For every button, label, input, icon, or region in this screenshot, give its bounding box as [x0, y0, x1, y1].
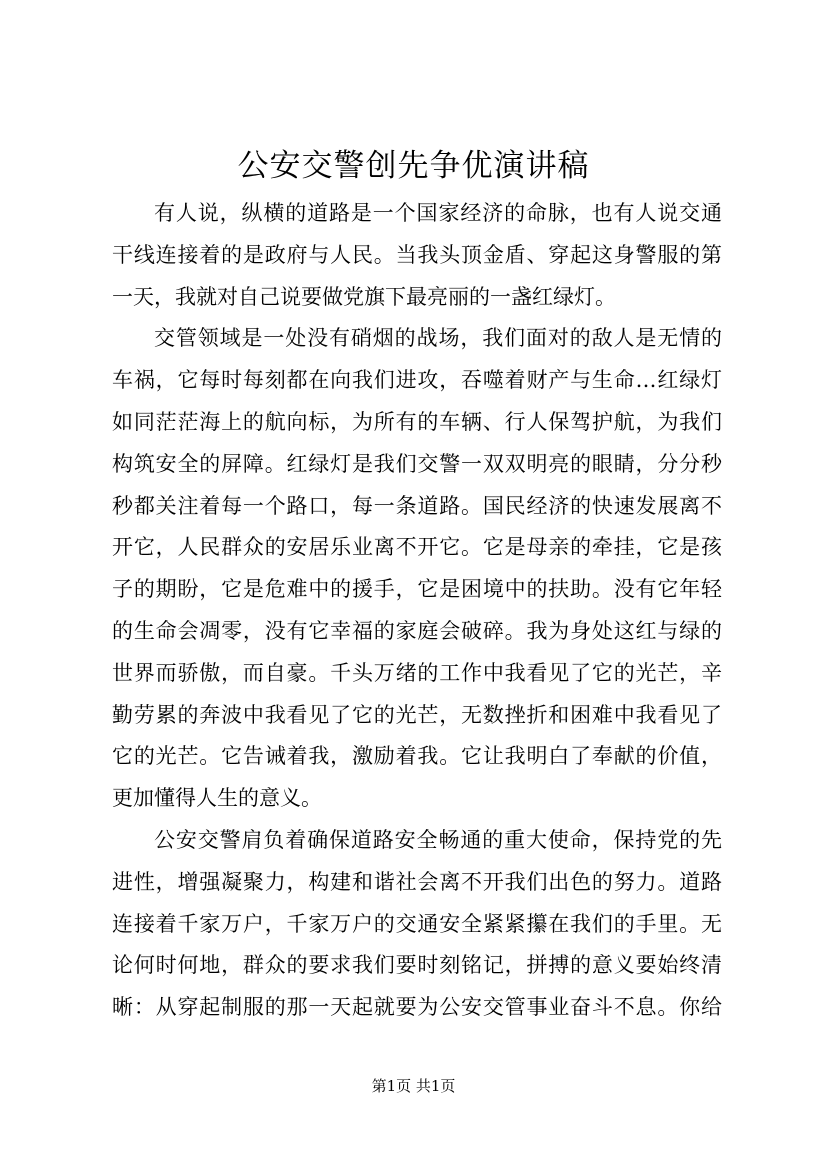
- paragraph-2-line-9: 世界而骄傲，而自豪。千头万绪的工作中我看见了它的光芒，辛: [112, 660, 722, 685]
- paragraph-3-line-3: 连接着千家万户，千家万户的交通安全紧紧攥在我们的手里。无: [112, 911, 722, 936]
- paragraph-2-line-11: 它的光芒。它告诫着我，激励着我。它让我明白了奉献的价值，: [112, 744, 722, 769]
- paragraph-2-line-6: 开它，人民群众的安居乐业离不开它。它是母亲的牵挂，它是孩: [112, 535, 722, 560]
- paragraph-1-line-1: 有人说，纵横的道路是一个国家经济的命脉，也有人说交通: [154, 201, 722, 225]
- paragraph-3-line-5: 晰：从穿起制服的那一天起就要为公安交管事业奋斗不息。你给: [112, 995, 722, 1020]
- paragraph-3-line-1: 公安交警肩负着确保道路安全畅通的重大使命，保持党的先: [154, 827, 722, 852]
- paragraph-2-line-1: 交管领域是一处没有硝烟的战场，我们面对的敌人是无情的: [154, 326, 722, 351]
- document-body: [112, 193, 722, 1029]
- paragraph-2-line-12: 更加懂得人生的意义。: [112, 786, 322, 811]
- paragraph-2-line-10: 勤劳累的奔波中我看见了它的光芒，无数挫折和困难中我看见了: [112, 702, 722, 727]
- paragraph-2-line-2: 车祸，它每时每刻都在向我们进攻，吞噬着财产与生命…红绿灯: [112, 368, 722, 393]
- paragraph-1-line-2: 干线连接着的是政府与人民。当我头顶金盾、穿起这身警服的第: [112, 242, 722, 267]
- paragraph-2-line-3: 如同茫茫海上的航向标，为所有的车辆、行人保驾护航，为我们: [112, 409, 722, 434]
- page-footer: 第1页 共1页: [371, 1077, 456, 1095]
- paragraph-3-line-2: 进性，增强凝聚力，构建和谐社会离不开我们出色的努力。道路: [112, 869, 722, 894]
- paragraph-3-line-4: 论何时何地，群众的要求我们要时刻铭记，拼搏的意义要始终清: [112, 953, 722, 978]
- paragraph-1-line-3: 一天，我就对自己说要做党旗下最亮丽的一盏红绿灯。: [112, 284, 616, 309]
- paragraph-2-line-8: 的生命会凋零，没有它幸福的家庭会破碎。我为身处这红与绿的: [112, 618, 722, 643]
- paragraph-2-line-5: 秒都关注着每一个路口，每一条道路。国民经济的快速发展离不: [112, 493, 722, 518]
- paragraph-2-line-4: 构筑安全的屏障。红绿灯是我们交警一双双明亮的眼睛，分分秒: [112, 451, 722, 476]
- paragraph-2-line-7: 子的期盼，它是危难中的援手，它是困境中的扶助。没有它年轻: [112, 577, 722, 602]
- document-title: 公安交警创先争优演讲稿: [237, 148, 590, 184]
